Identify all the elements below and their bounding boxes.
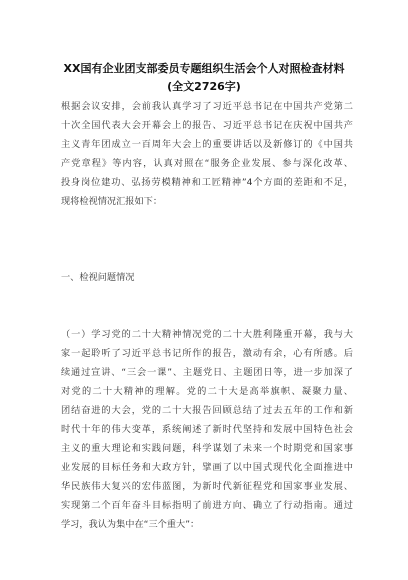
intro-paragraph <box>61 97 353 211</box>
paragraph-line: 产党章程》等内容，认真对照在“服务企业发展、参与深化改革、 <box>61 158 353 169</box>
document-title: XX国有企业团支部委员专题组织生活会个人对照检查材料 <box>63 62 345 75</box>
paragraph-line: 家一起聆听了习近平总书记所作的报告，激动有余，心有所感。后 <box>61 348 353 359</box>
paragraph-line: 华民族伟大复兴的宏伟蓝图，为新时代新征程党和国家事业发展、 <box>61 481 353 492</box>
paragraph-line: 主义青年团成立一百周年大会上的重要讲话以及新修订的《中国共 <box>61 139 353 150</box>
section-heading <box>61 268 353 287</box>
paragraph-line: 投身岗位建功、弘扬劳模精神和工匠精神”4个方面的差距和不足， <box>61 177 353 188</box>
paragraph-line: 主义的重大理论和实践问题，科学谋划了未来一个时期党和国家事 <box>61 443 353 454</box>
paragraph-line: 时代十年的伟大变革，系统阐述了新时代坚持和发展中国特色社会 <box>61 424 353 435</box>
paragraph-line: 根据会议安排，会前我认真学习了习近平总书记在中国共产党第二 <box>61 101 353 112</box>
paragraph-line: 对党的二十大精神的理解。党的二十大是高举旗帜、凝聚力量、 <box>61 386 353 397</box>
paragraph-line: 实现第二个百年奋斗目标指明了前进方向、确立了行动指南。通过 <box>61 500 353 511</box>
paragraph-line: 续通过宣讲、“三会一课”、主题党日、主题团日等，进一步加深了 <box>61 367 353 378</box>
document-word-count: (全文2726字) <box>167 80 241 93</box>
paragraph-line: （一）学习党的二十大精神情况党的二十大胜利隆重开幕，我与大 <box>61 329 353 340</box>
paragraph-line: 团结奋进的大会，党的二十大报告回顾总结了过去五年的工作和新 <box>61 405 353 416</box>
paragraph-line: 现将检视情况汇报如下： <box>61 196 163 207</box>
study-paragraph <box>61 325 353 534</box>
paragraph-line: 业发展的目标任务和大政方针，擘画了以中国式现代化全面推进中 <box>61 462 353 473</box>
section-heading-text: 一、检视问题情况 <box>61 272 135 283</box>
paragraph-line: 学习，我认为集中在“三个重大”： <box>61 519 200 530</box>
paragraph-line: 十次全国代表大会开幕会上的报告、习近平总书记在庆祝中国共产 <box>61 120 353 131</box>
